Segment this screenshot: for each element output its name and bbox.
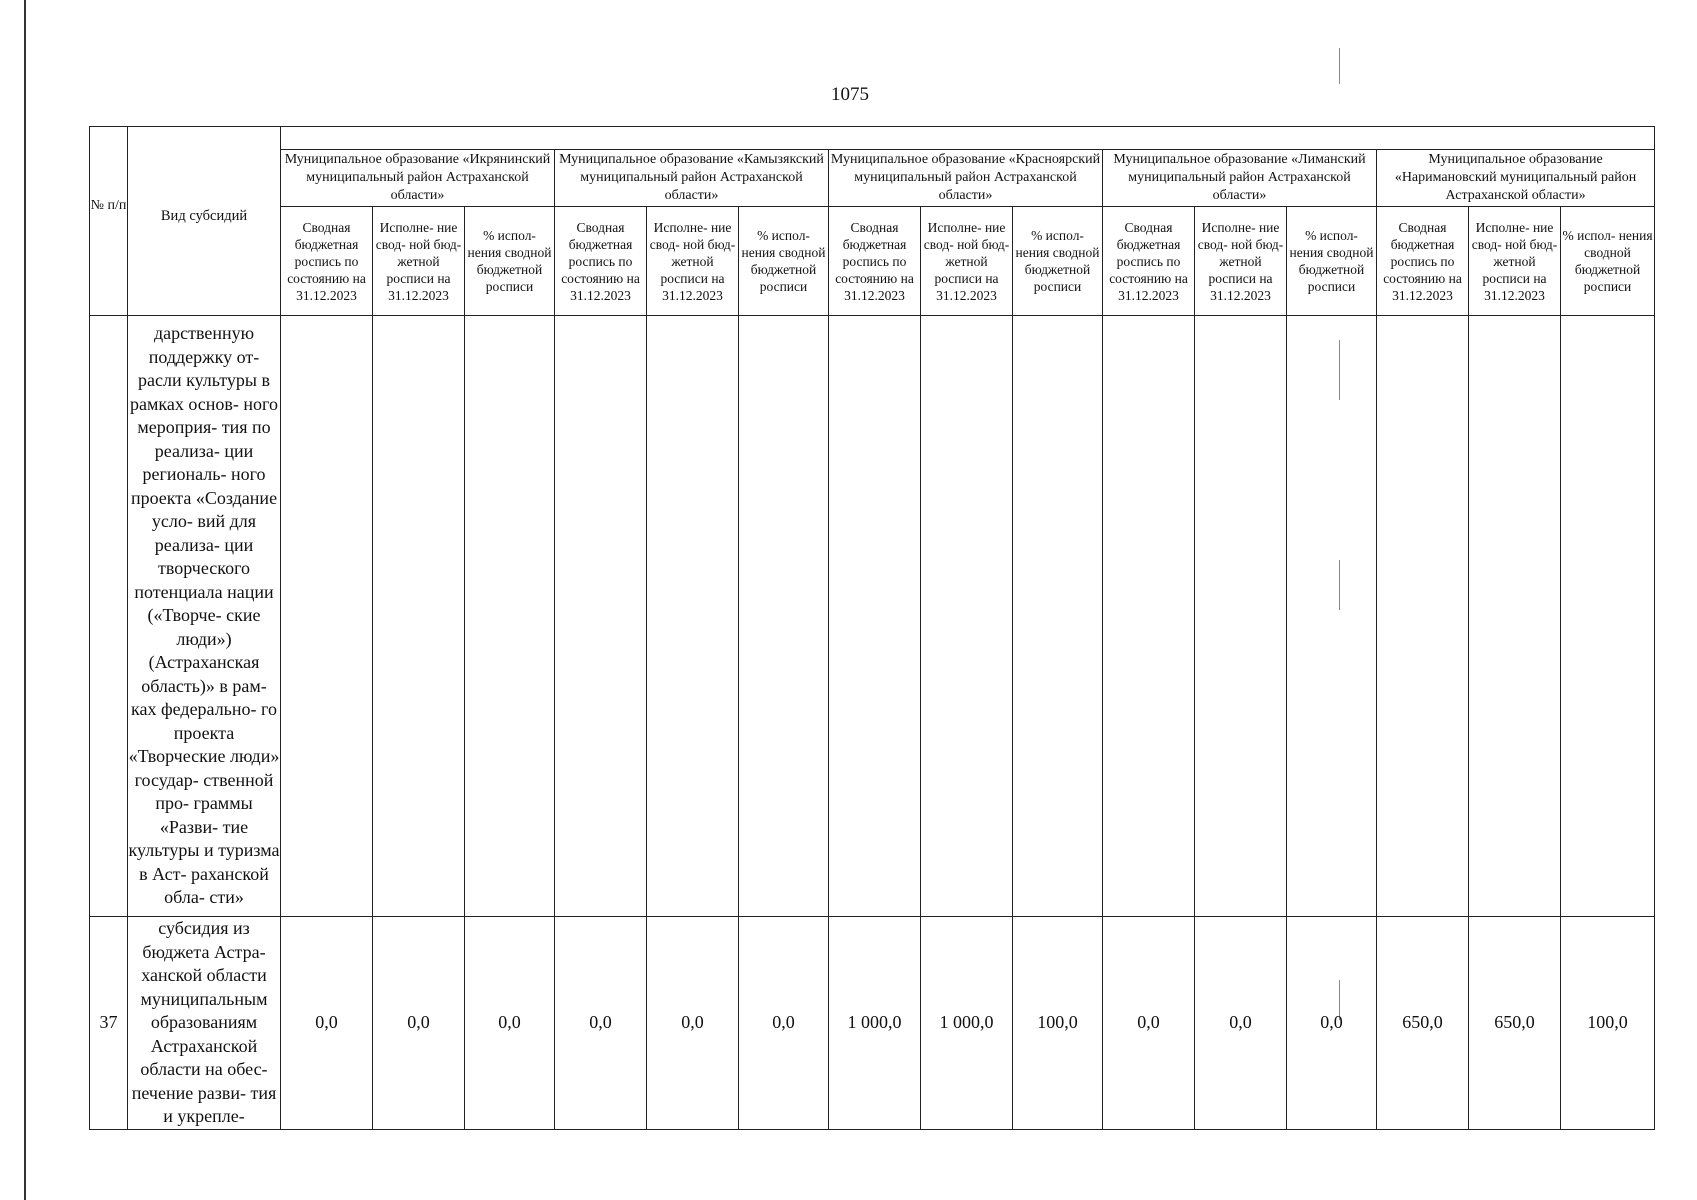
execution-column-header: Исполне- ние свод- ной бюд- жетной росписи на 31.12.2023	[647, 207, 739, 316]
value-cell	[1287, 316, 1377, 917]
subsidy-description: субсидия из бюджета Астра- ханской области муниципальным образованиям Астраханской области на обес- печение разви- тия и укрепле-	[128, 917, 281, 1130]
municipality-header: Муниципальное образование «Камызякский муниципальный район Астраханской области»	[555, 150, 829, 207]
value-cell: 0,0	[281, 917, 373, 1130]
value-cell: 0,0	[739, 917, 829, 1130]
value-cell: 100,0	[1013, 917, 1103, 1130]
execution-column-header: Исполне- ние свод- ной бюд- жетной росписи на 31.12.2023	[1195, 207, 1287, 316]
value-cell: 1 000,0	[921, 917, 1013, 1130]
value-cell: 650,0	[1469, 917, 1561, 1130]
value-cell: 0,0	[373, 917, 465, 1130]
subsidy-description: дарственную поддержку от- расли культуры в рамках основ- ного мероприя- тия по реализа- ции региональ- ного проекта «Создание усло- вий для реализа- ции творческого потенциала нации («Творче- ские люди») (Астраханская область)» в рам- ках федерально- го проекта «Творческие люди» государ- ственной про- граммы «Разви- тие культуры и туризма в Аст- раханской обла- сти»	[128, 316, 281, 917]
col-subsidy-type-header: Вид субсидий	[128, 127, 281, 316]
percent-column-header: % испол- нения сводной бюджетной росписи	[739, 207, 829, 316]
value-cell	[1195, 316, 1287, 917]
value-cell	[647, 316, 739, 917]
percent-column-header: % испол- нения сводной бюджетной росписи	[1561, 207, 1655, 316]
row-number	[90, 316, 128, 917]
percent-column-header: % испол- нения сводной бюджетной росписи	[1013, 207, 1103, 316]
binding-edge-line	[24, 0, 26, 1200]
table-row	[90, 316, 1655, 917]
value-cell	[1013, 316, 1103, 917]
percent-column-header: % испол- нения сводной бюджетной росписи	[465, 207, 555, 316]
value-cell	[1561, 316, 1655, 917]
page-number: 1075	[831, 84, 869, 105]
municipality-header: Муниципальное образование «Красноярский муниципальный район Астраханской области»	[829, 150, 1103, 207]
plan-column-header: Сводная бюджетная роспись по состоянию на 31.12.2023	[829, 207, 921, 316]
municipality-header: Муниципальное образование «Лиманский муниципальный район Астраханской области»	[1103, 150, 1377, 207]
value-cell: 0,0	[465, 917, 555, 1130]
value-cell: 0,0	[1103, 917, 1195, 1130]
value-cell	[921, 316, 1013, 917]
row-number: 37	[90, 917, 128, 1130]
percent-column-header: % испол- нения сводной бюджетной росписи	[1287, 207, 1377, 316]
municipality-header: Муниципальное образование «Икрянинский муниципальный район Астраханской области»	[281, 150, 555, 207]
value-cell: 1 000,0	[829, 917, 921, 1130]
execution-column-header: Исполне- ние свод- ной бюд- жетной росписи на 31.12.2023	[921, 207, 1013, 316]
plan-column-header: Сводная бюджетная роспись по состоянию на 31.12.2023	[555, 207, 647, 316]
value-cell: 0,0	[1195, 917, 1287, 1130]
execution-column-header: Исполне- ние свод- ной бюд- жетной росписи на 31.12.2023	[373, 207, 465, 316]
execution-column-header: Исполне- ние свод- ной бюд- жетной росписи на 31.12.2023	[1469, 207, 1561, 316]
value-cell	[1469, 316, 1561, 917]
scan-artifact-line	[1339, 48, 1340, 84]
value-cell	[829, 316, 921, 917]
value-cell	[555, 316, 647, 917]
table-row	[90, 917, 1655, 1130]
value-cell	[1377, 316, 1469, 917]
plan-column-header: Сводная бюджетная роспись по состоянию на 31.12.2023	[1103, 207, 1195, 316]
value-cell	[1103, 316, 1195, 917]
value-cell	[373, 316, 465, 917]
municipality-header: Муниципальное образование «Наримановский муниципальный район Астраханской области»	[1377, 150, 1655, 207]
value-cell: 650,0	[1377, 917, 1469, 1130]
value-cell: 100,0	[1561, 917, 1655, 1130]
plan-column-header: Сводная бюджетная роспись по состоянию на 31.12.2023	[1377, 207, 1469, 316]
subsidy-table	[89, 126, 1655, 1130]
plan-column-header: Сводная бюджетная роспись по состоянию на 31.12.2023	[281, 207, 373, 316]
value-cell	[465, 316, 555, 917]
value-cell: 0,0	[647, 917, 739, 1130]
value-cell: 0,0	[555, 917, 647, 1130]
value-cell	[739, 316, 829, 917]
value-cell: 0,0	[1287, 917, 1377, 1130]
value-cell	[281, 316, 373, 917]
header-blank-strip	[281, 127, 1655, 150]
col-number-header: № п/п	[90, 127, 128, 316]
